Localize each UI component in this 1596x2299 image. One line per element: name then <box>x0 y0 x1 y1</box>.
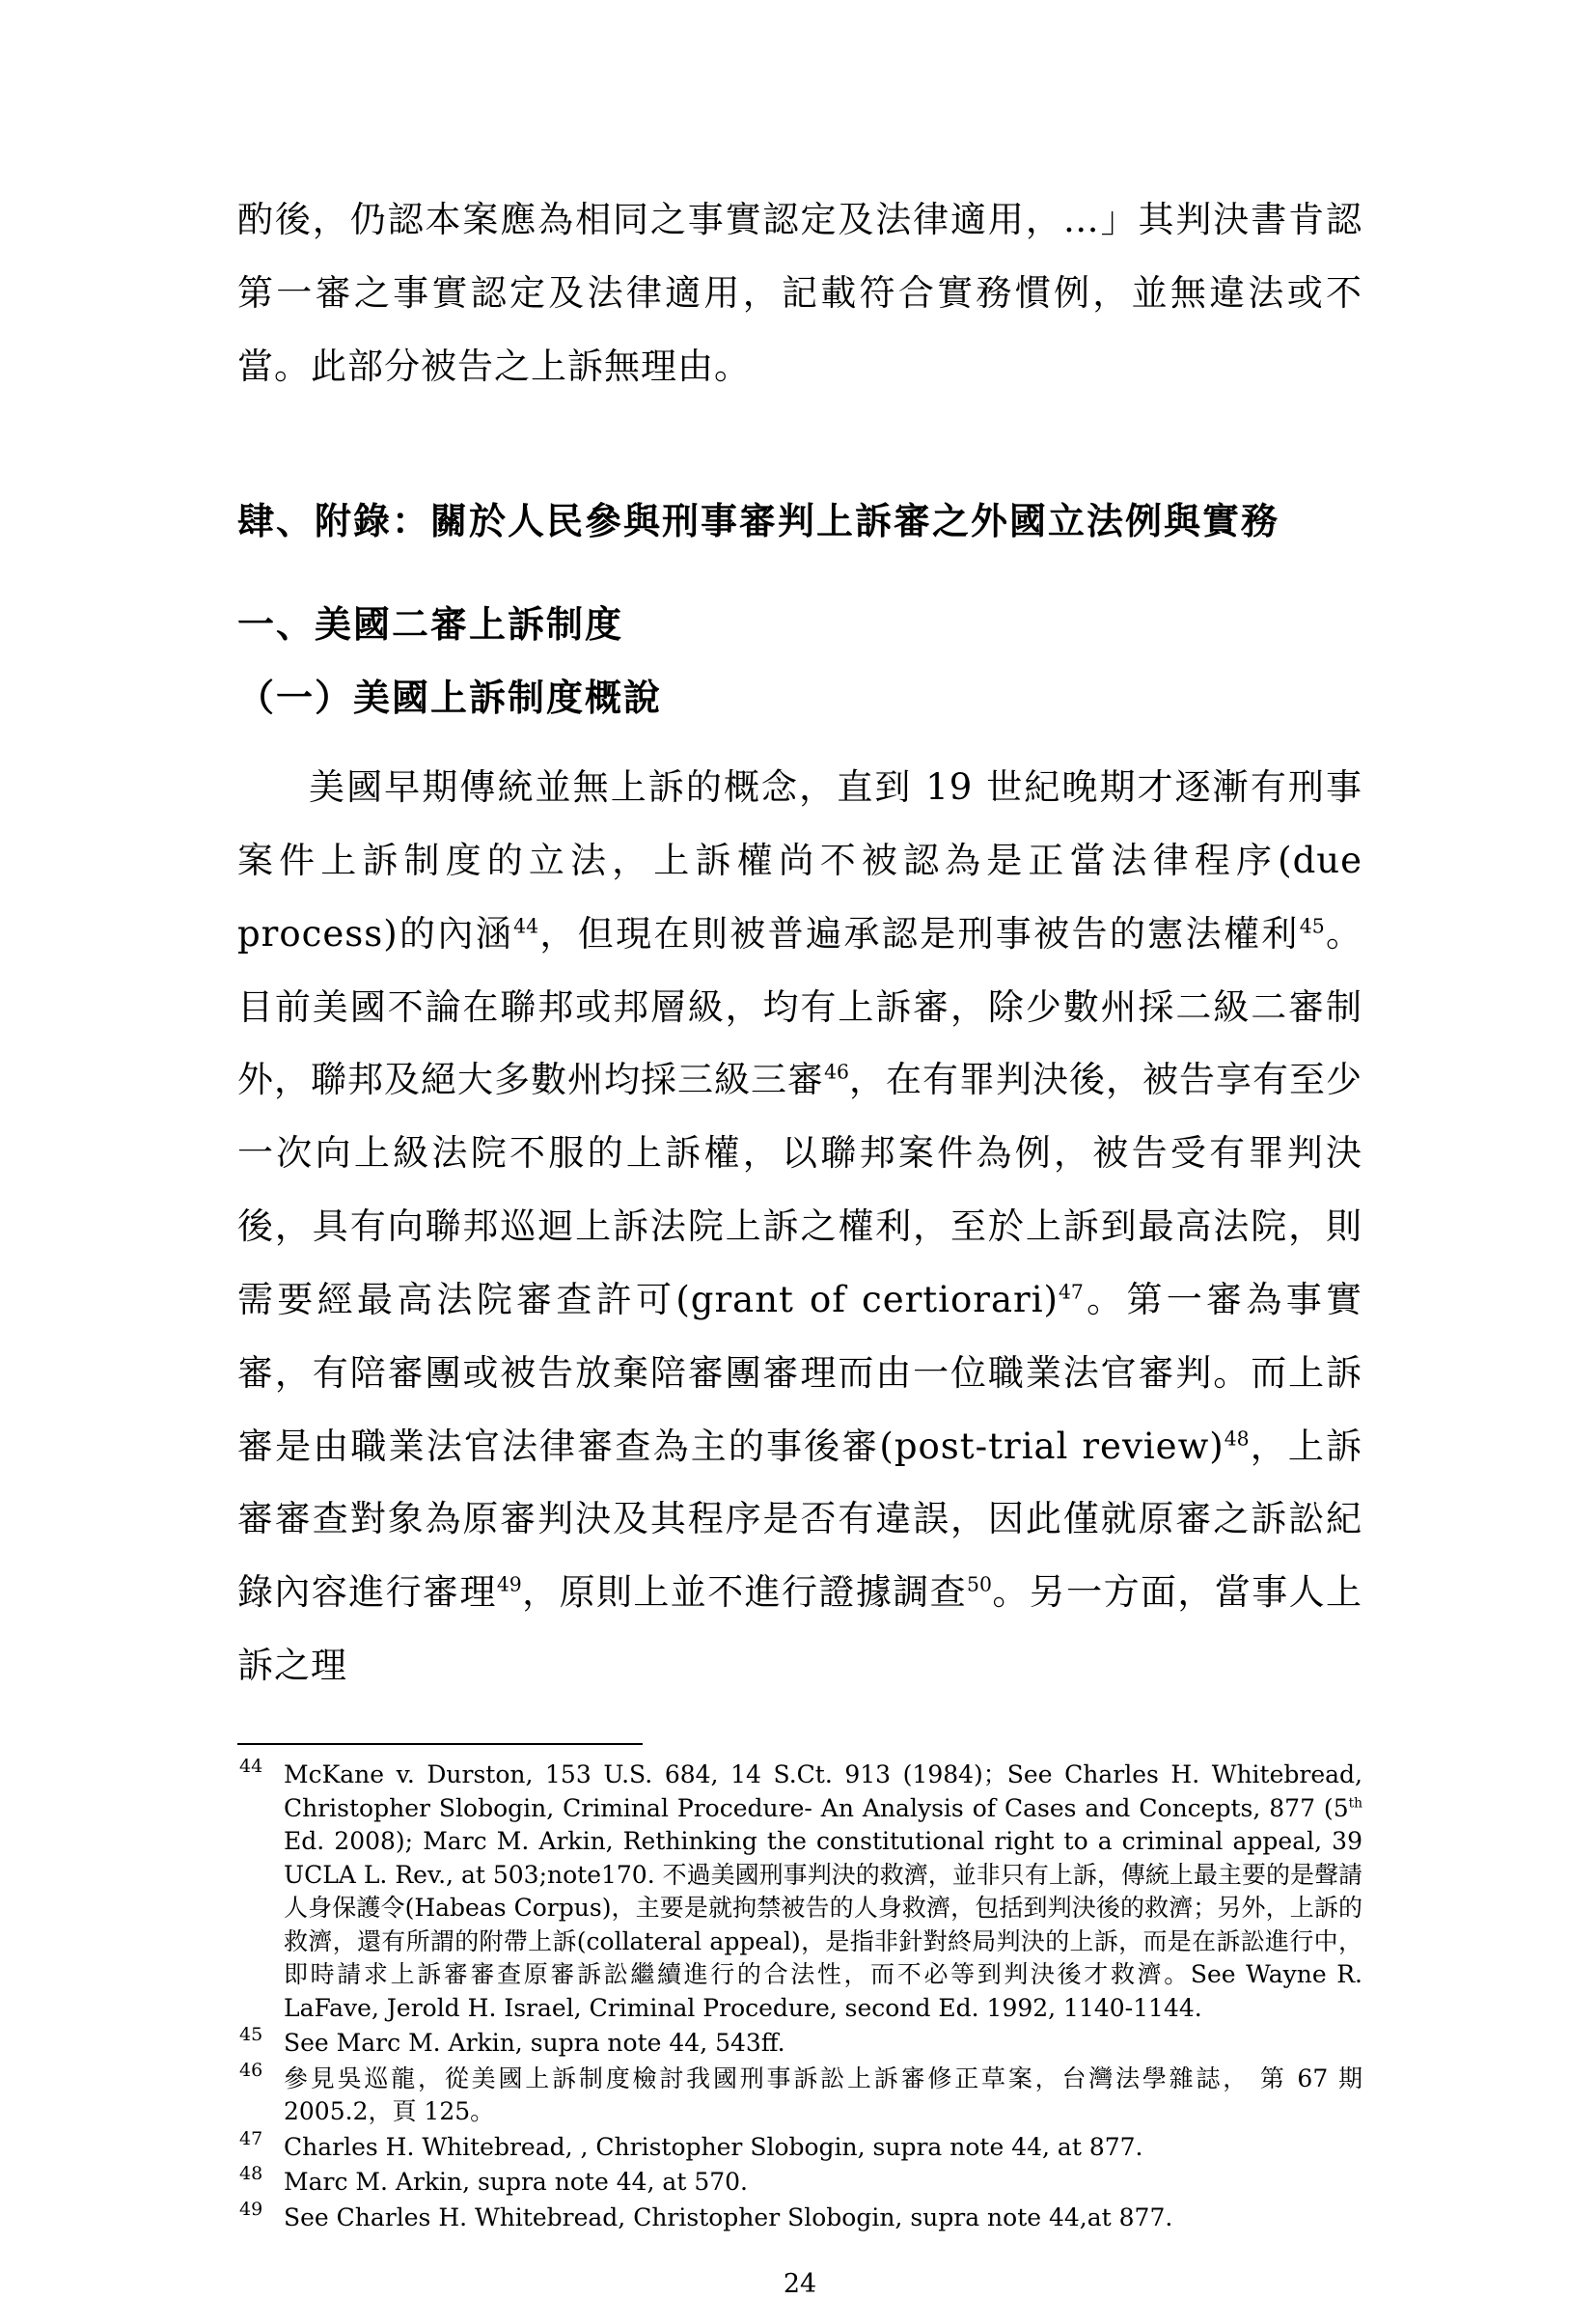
footnote-ref-46: 46 <box>824 1061 849 1085</box>
footnote-ref-49: 49 <box>496 1572 522 1596</box>
footnote-text: See Marc M. Arkin, supra note 44, 543ff. <box>284 2029 785 2057</box>
footnote-44 <box>237 1756 1362 2025</box>
footnote-number: 46 <box>239 2059 263 2081</box>
footnote-text: See Charles H. Whitebread, Christopher Slobogin, supra note 44,at 877. <box>284 2202 1173 2231</box>
intro-paragraph: 酌後，仍認本案應為相同之事實認定及法律適用，…」其判決書肯認第一審之事實認定及法律適用，記載符合實務慣例，並無違法或不當。此部分被告之上訴無理由。 <box>237 199 1362 387</box>
us-system-heading: 一、美國二審上訴制度 <box>237 602 624 647</box>
footnote-ref-th: th <box>1348 1795 1362 1812</box>
footnote-text: Marc M. Arkin, supra note 44, at 570. <box>284 2168 748 2196</box>
footnote-ref-50: 50 <box>967 1572 992 1596</box>
footnote-number: 47 <box>239 2127 263 2149</box>
footnote-separator <box>237 1743 643 1745</box>
footnote-section <box>237 1743 1362 2234</box>
footnote-number: 45 <box>239 2024 263 2045</box>
footnote-46 <box>237 2059 1362 2129</box>
footnote-ref-44: 44 <box>513 914 539 938</box>
footnote-48 <box>237 2163 1362 2200</box>
footnote-ref-48: 48 <box>1224 1426 1250 1451</box>
footnote-text: 參見吳巡龍，從美國上訴制度檢討我國刑事訴訟上訴審修正草案，台灣法學雜誌， 第 67 期 2005.2，頁 125。 <box>284 2064 1362 2125</box>
page-number: 24 <box>783 2269 817 2299</box>
footnote-number: 48 <box>239 2163 263 2184</box>
footnote-text: McKane v. Durston, 153 U.S. 684, 14 S.Ct. 913 (1984)；See Charles H. Whitebread, Christopher Slobogin, Criminal Procedure- An Analysis of Cases and Concepts, 877 (5th Ed. 2008); Marc M. Arkin, Rethinking the constitutional right to a criminal appeal, 39 UCLA L. Rev., at 503;note170. 不過美國刑事判決的救濟，並非只有上訴，傳統上最主要的是聲請人身保護令(Habeas Corpus)，主要是就拘禁被告的人身救濟，包括到判決後的救濟；另外，上訴的救濟，還有所謂的附帶上訴(collateral appeal)，是指非針對終局判決的上訴，而是在訴訟進行中，即時請求上訴審審查原審訴訟繼續進行的合法性，而不必等到判決後才救濟。See Wayne R. LaFave, Jerold H. Israel, Criminal Procedure, second Ed. 1992, 1140-1144. <box>284 1760 1362 2022</box>
footnote-49 <box>237 2198 1362 2235</box>
footnote-number: 49 <box>239 2198 263 2220</box>
footnote-ref-47: 47 <box>1058 1280 1084 1304</box>
appendix-heading: 肆、附錄：關於人民參與刑事審判上訴審之外國立法例與實務 <box>237 498 1280 542</box>
footnote-text: Charles H. Whitebread, , Christopher Slobogin, supra note 44, at 877. <box>284 2132 1143 2161</box>
footnote-number: 44 <box>239 1756 263 1777</box>
footnote-47 <box>237 2127 1362 2165</box>
us-overview-heading: （一）美國上訴制度概說 <box>237 675 663 719</box>
footnote-ref-45: 45 <box>1299 914 1325 938</box>
footnote-45 <box>237 2024 1362 2061</box>
body-paragraph: 美國早期傳統並無上訴的概念，直到 19 世紀晚期才逐漸有刑事案件上訴制度的立法，上訴權尚不被認為是正當法律程序(due process)的內涵$^{44}$，但現在則被普遍承認是刑事被告的憲法權利$^{45}$。目前美國不論在聯邦或邦層級，均有上訴審，除少數州採二級二審制外，聯邦及絕大多數州均採三級三審$^{46}$，在有罪判決後，被告享有至少一次向上級法院不服的上訴權，以聯邦案件為例，被告受有罪判決後，具有向聯邦巡迴上訴法院上訴之權利，至於上訴到最高法院，則需要經最高法院審查許可(grant of certiorari)$^{47}$。第一審為事實審，有陪審團或被告放棄陪審團審理而由一位職業法官審判。而上訴審是由職業法官法律審查為主的事後審(post-trial review)$^{48}$，上訴審審查對象為原審判決及其程序是否有違誤，因此僅就原審之訴訟紀錄內容進行審理$^{49}$，原則上並不進行證據調查$^{50}$。另一方面，當事人上訴之理 <box>237 766 1363 1687</box>
